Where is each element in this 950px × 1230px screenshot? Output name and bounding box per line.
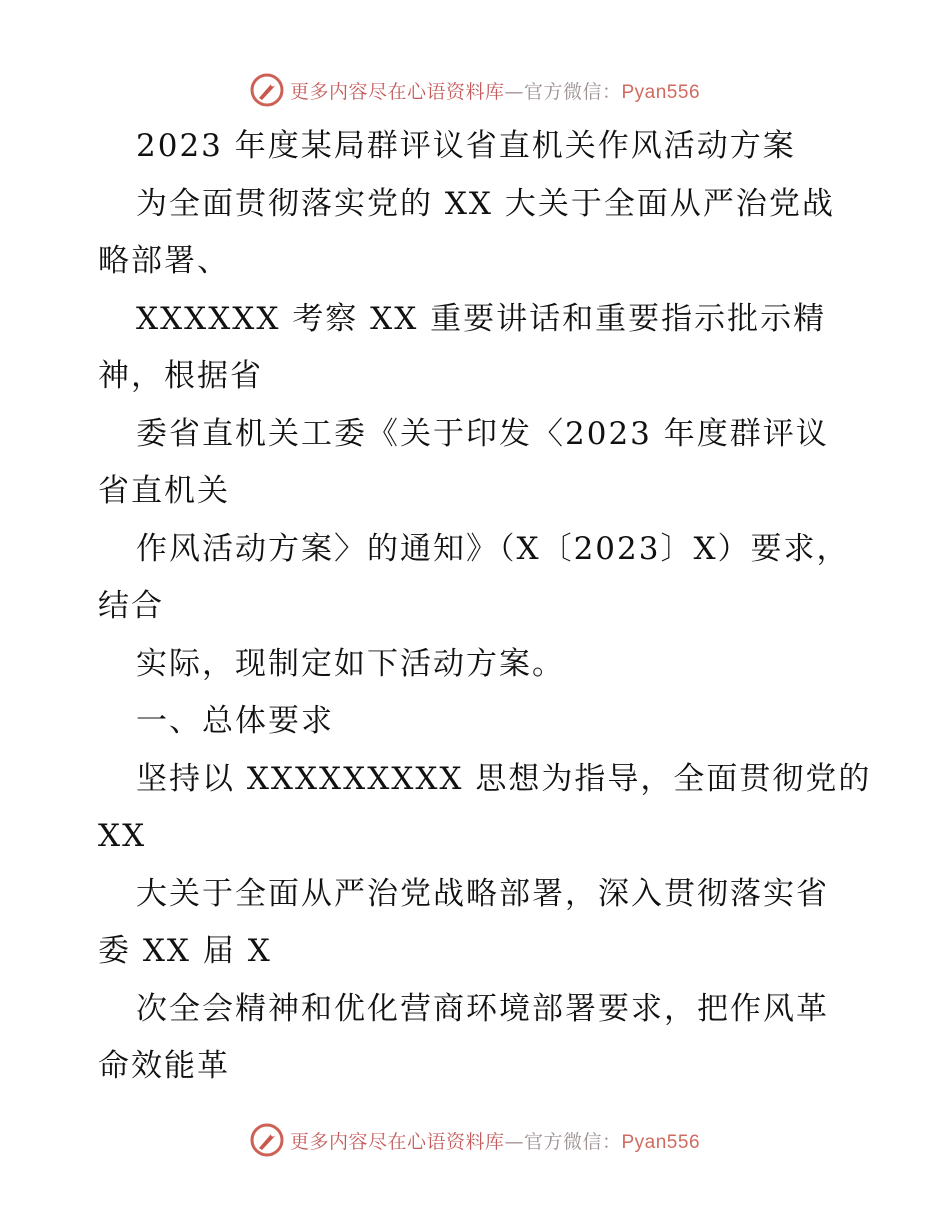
paragraph-line: 实际，现制定如下活动方案。 [136, 645, 565, 682]
watermark-wechat: 官方微信： [523, 80, 622, 103]
paragraph-line: 为全面贯彻落实党的 XX 大关于全面从严治党战 [136, 185, 835, 222]
watermark-wechat: 官方微信： [523, 1130, 622, 1153]
watermark-handle: Pyan556 [621, 1131, 701, 1153]
paragraph-line: 委省直机关工委《关于印发〈2023 年度群评议 [136, 415, 829, 452]
watermark-text [290, 77, 700, 104]
paragraph-line: 作风活动方案〉的通知》（X〔2023〕X）要求， [136, 530, 850, 567]
watermark-header [0, 70, 950, 110]
paragraph-line: 一、总体要求 [136, 703, 334, 739]
pen-nib-seal-icon [250, 73, 284, 107]
paragraph-line: 神，根据省 [98, 358, 263, 394]
paragraph-line: 委 XX 届 X [98, 933, 272, 969]
paragraph-line: 省直机关 [98, 473, 230, 509]
watermark-dash: — [504, 1130, 524, 1153]
watermark-dash: — [504, 80, 524, 103]
watermark-main: 更多内容尽在心语资料库 [289, 1130, 505, 1153]
paragraph-line: 结合 [98, 588, 164, 624]
paragraph-line: 大关于全面从严治党战略部署，深入贯彻落实省 [136, 875, 829, 912]
watermark-text [290, 1127, 700, 1154]
paragraph-line: XX [98, 818, 147, 854]
paragraph-line: 略部署、 [98, 243, 230, 279]
pen-nib-seal-icon [250, 1123, 284, 1157]
watermark-footer [0, 1120, 950, 1160]
paragraph-line: 坚持以 XXXXXXXXX 思想为指导，全面贯彻党的 [136, 760, 872, 797]
paragraph-line: 次全会精神和优化营商环境部署要求，把作风革 [136, 990, 829, 1027]
paragraph-line: XXXXXX 考察 XX 重要讲话和重要指示批示精 [136, 300, 827, 337]
watermark-handle: Pyan556 [621, 81, 701, 103]
paragraph-line: 2023 年度某局群评议省直机关作风活动方案 [136, 128, 796, 164]
watermark-main: 更多内容尽在心语资料库 [289, 80, 505, 103]
document-body [98, 118, 872, 1096]
paragraph-line: 命效能革 [98, 1048, 230, 1084]
